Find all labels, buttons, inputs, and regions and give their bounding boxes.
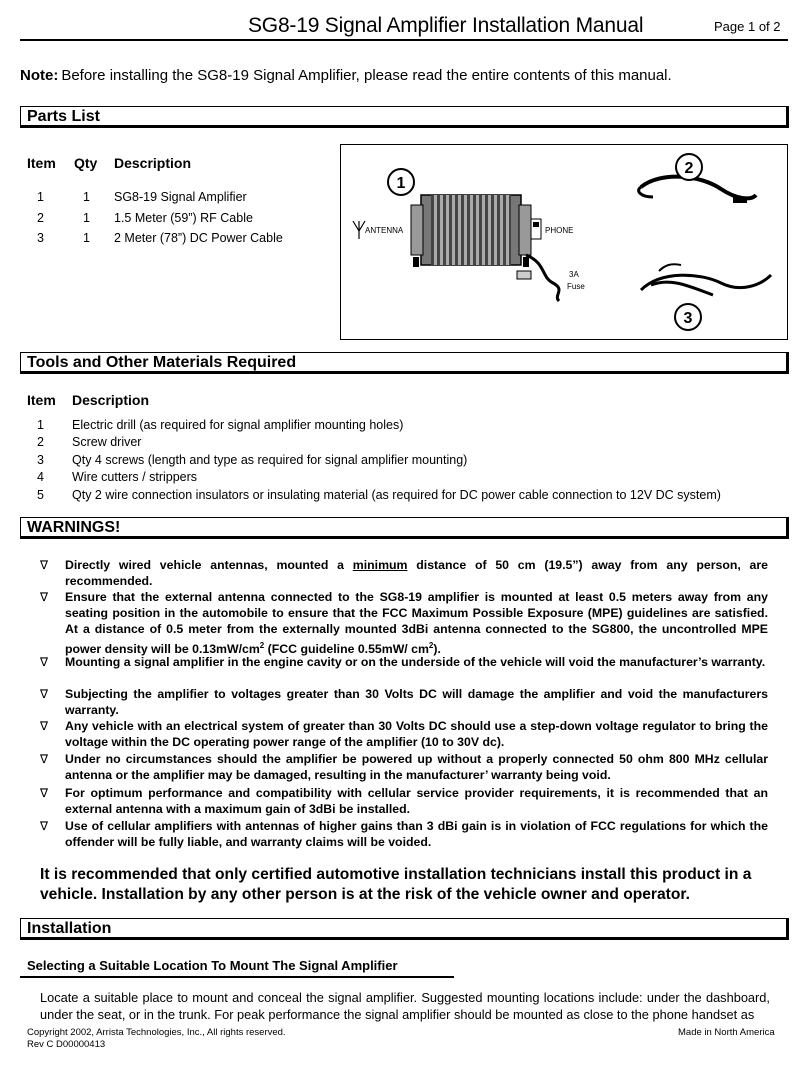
note-text: Before installing the SG8-19 Signal Amplifier, please read the entire contents of this manual. (61, 67, 672, 84)
warning-item (40, 654, 768, 670)
tools-heading: Tools and Other Materials Required (20, 352, 789, 374)
tools-row-1-desc: Electric drill (as required for signal amplifier mounting holes) (72, 418, 404, 432)
warning-bullet-icon: ∇ (40, 752, 49, 766)
warning-item (40, 589, 768, 657)
parts-list-heading: Parts List (20, 106, 789, 128)
warning-1-underline: minimum (352, 558, 408, 572)
location-subheading: Selecting a Suitable Location To Mount The Signal Amplifier (27, 958, 398, 973)
warning-6-text: Under no circumstances should the amplifier be powered up without a properly connected 50 ohm 800 MHz cellular antenna or the amplifier may be damaged, resulting in the manufacturer’ warranty being void. (65, 752, 768, 783)
tools-row-1-item: 1 (37, 418, 44, 432)
warning-2-end: ). (433, 641, 441, 656)
warning-bullet-icon: ∇ (40, 558, 49, 572)
location-paragraph: Locate a suitable place to mount and conceal the signal amplifier. Suggested mounting locations include: under the dashboard, under the seat, or in the trunk. For peak performance the signal amplifier should be mounted as close to the phone handset as (40, 990, 770, 1022)
parts-row-2-desc: 1.5 Meter (59”) RF Cable (114, 211, 253, 225)
parts-row-2-qty: 1 (83, 211, 90, 225)
installation-heading: Installation (20, 918, 789, 940)
header-rule (20, 39, 788, 41)
note-label: Note: (20, 67, 59, 84)
warning-5-text: Any vehicle with an electrical system of greater than 30 Volts DC should use a step-down voltage regulator to bring the voltage within the DC operating power range of the amplifier (10 to 30V dc). (65, 719, 768, 750)
warning-bullet-icon: ∇ (40, 786, 49, 800)
warning-item (40, 557, 768, 589)
tools-col-description: Description (72, 392, 150, 408)
parts-row-3-desc: 2 Meter (78”) DC Power Cable (114, 231, 283, 245)
tools-row-2-item: 2 (37, 435, 44, 449)
warning-7-text: For optimum performance and compatibility with cellular service provider requirements, it is recommended that an external antenna with a maximum gain of 3dBi be installed. (65, 786, 768, 817)
figure-number-3: 3 (683, 310, 693, 327)
warning-item (40, 718, 768, 750)
figure-number-1: 1 (396, 175, 406, 192)
parts-row-1-qty: 1 (83, 190, 90, 204)
warning-bullet-icon: ∇ (40, 719, 49, 733)
figure-label-fuse-2: Fuse (567, 282, 585, 291)
parts-row-2-item: 2 (37, 211, 44, 225)
subheading-underline (20, 976, 454, 978)
tools-row-3-desc: Qty 4 screws (length and type as required for signal amplifier mounting) (72, 453, 468, 467)
revision: Rev C D00000413 (27, 1039, 106, 1050)
warning-1-text: Directly wired vehicle antennas, mounted a (65, 558, 344, 572)
tools-row-4-desc: Wire cutters / strippers (72, 470, 198, 484)
parts-row-1-item: 1 (37, 190, 44, 204)
tools-row-2-desc: Screw driver (72, 435, 142, 449)
warning-2-sup: 2 (259, 640, 265, 650)
made-in: Made in North America (678, 1027, 775, 1038)
figure-label-phone: PHONE (545, 226, 574, 235)
figure-number-2: 2 (684, 160, 694, 177)
tools-row-3-item: 3 (37, 453, 44, 467)
warning-3-text: Mounting a signal amplifier in the engine cavity or on the underside of the vehicle will void the manufacturer’s warranty. (65, 655, 766, 669)
warning-item (40, 751, 768, 783)
parts-illustration (341, 145, 787, 339)
warnings-heading: WARNINGS! (20, 517, 789, 539)
warning-1-text-end: distance of 50 cm (19.5”) away from any person, are recommended. (65, 558, 769, 589)
tools-row-5-desc: Qty 2 wire connection insulators or insulating material (as required for DC power cable connection to 12V DC system) (72, 488, 721, 502)
tools-row-4-item: 4 (37, 470, 44, 484)
parts-col-qty: Qty (74, 155, 98, 171)
warning-2-guideline: (FCC guideline 0.55mW/ cm (267, 641, 429, 656)
tools-row-5-item: 5 (37, 488, 44, 502)
parts-col-item: Item (27, 155, 56, 171)
warning-8-text: Use of cellular amplifiers with antennas of higher gains than 3 dBi gain is in violation of FCC regulations for which the offender will be fully liable, and warranty claims will be voided. (65, 819, 768, 850)
parts-figure (340, 144, 788, 340)
warning-item (40, 818, 768, 850)
warning-bullet-icon: ∇ (40, 655, 49, 669)
parts-row-3-qty: 1 (83, 231, 90, 245)
recommendation-text: It is recommended that only certified automotive installation technicians install this product in a vehicle. Installation by any other person is at the risk of the vehicle owner and operator. (40, 866, 752, 903)
warning-item (40, 686, 768, 718)
document-title: SG8-19 Signal Amplifier Installation Manual (248, 14, 644, 37)
parts-col-description: Description (114, 155, 192, 171)
parts-row-3-item: 3 (37, 231, 44, 245)
warning-bullet-icon: ∇ (40, 687, 49, 701)
warning-2-text: Ensure that the external antenna connected to the SG8-19 amplifier is mounted at least 0.5 meters away from any seating position in the automobile to ensure that the FCC Maximum Possible Exposure (MPE) guidelines are satisfied. At a distance of 0.5 meter from the externally mounted 3dBi antenna connected to the SG800, the uncontrolled MPE power density will be (65, 590, 768, 656)
page-number: Page 1 of 2 (714, 19, 781, 34)
tools-col-item: Item (27, 392, 56, 408)
warning-4-text: Subjecting the amplifier to voltages greater than 30 Volts DC will damage the amplifier and void the manufacturers warranty. (65, 687, 768, 718)
copyright: Copyright 2002, Arrista Technologies, Inc., All rights reserved. (27, 1027, 286, 1038)
warning-2-value: 0.13mW/cm (192, 641, 260, 656)
warning-2-sup: 2 (428, 640, 434, 650)
figure-label-fuse-1: 3A (569, 270, 579, 279)
parts-row-1-desc: SG8-19 Signal Amplifier (114, 190, 247, 204)
warning-bullet-icon: ∇ (40, 819, 49, 833)
note (20, 67, 672, 84)
warning-bullet-icon: ∇ (40, 590, 49, 604)
figure-label-antenna: ANTENNA (365, 226, 404, 235)
warning-item (40, 785, 768, 817)
